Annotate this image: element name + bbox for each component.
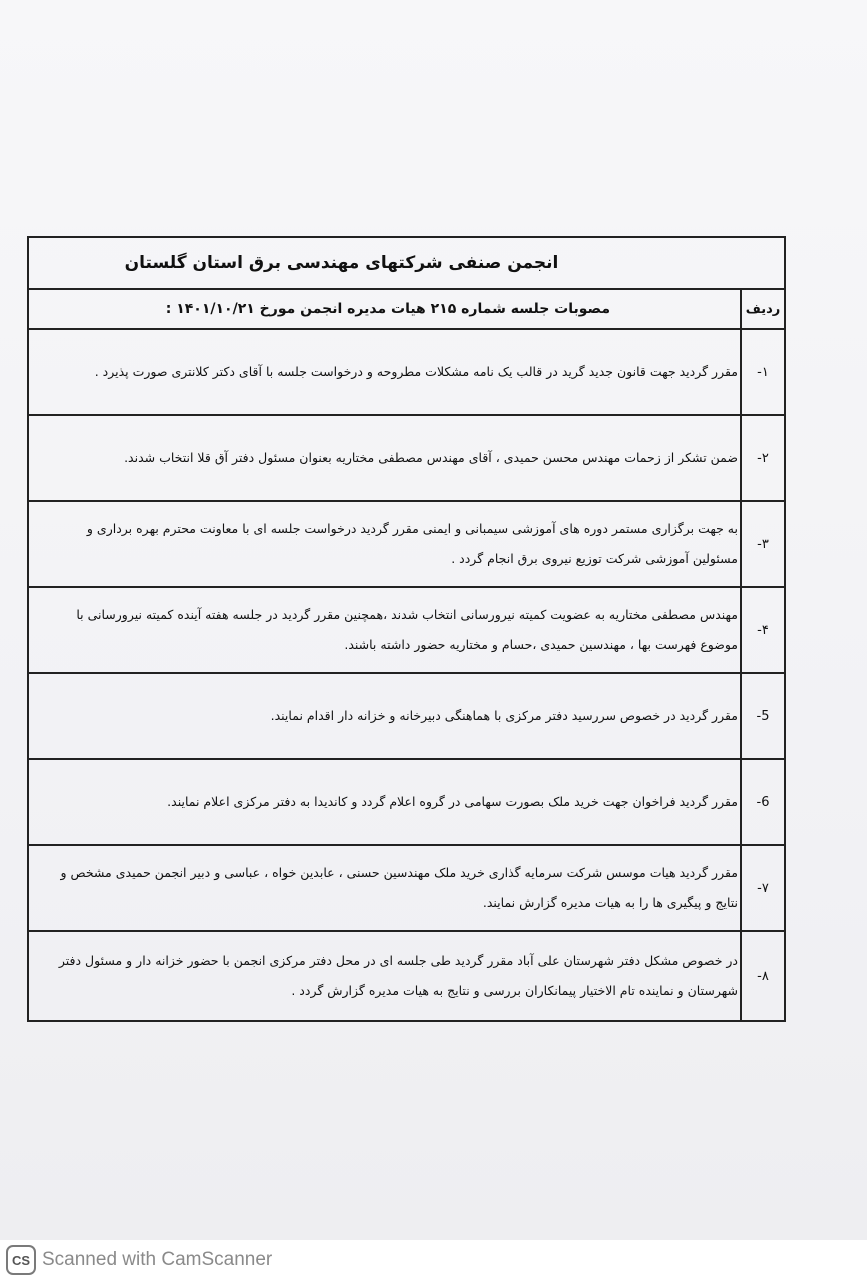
- resolutions-table: [27, 236, 786, 1022]
- row-text: در خصوص مشکل دفتر شهرستان علی آباد مقرر گردید طی جلسه ای در محل دفتر مرکزی انجمن با حضور خزانه دار و مسئول دفتر شهرستان و نماینده تام الاختیار پیمانکاران بررسی و نتایج به هیات مدیره گزارش گردد .: [58, 953, 738, 998]
- row-number: ۱-: [740, 330, 784, 414]
- row-number: ۲-: [740, 416, 784, 500]
- table-row: [29, 502, 784, 588]
- document-title: انجمن صنفی شرکتهای مهندسی برق استان گلستان: [29, 238, 784, 290]
- row-text: به جهت برگزاری مستمر دوره های آموزشی سیمبانی و ایمنی مقرر گردید درخواست جلسه ای با معاونت محترم بهره برداری و مسئولین آموزشی شرکت توزیع نیروی برق انجام گردد .: [86, 521, 738, 566]
- row-number: ۴-: [740, 588, 784, 672]
- table-row: [29, 932, 784, 1020]
- camscanner-watermark: [0, 1240, 867, 1280]
- row-number: ۷-: [740, 846, 784, 930]
- row-text: مقرر گردید جهت قانون جدید گرید در قالب یک نامه مشکلات مطروحه و درخواست جلسه با آقای دکتر کلانتری صورت پذیرد .: [94, 364, 738, 379]
- row-number: ۸-: [740, 932, 784, 1020]
- camscanner-logo-icon: CS: [6, 1245, 36, 1275]
- table-row: [29, 674, 784, 760]
- table-row: [29, 416, 784, 502]
- row-number: ۳-: [740, 502, 784, 586]
- table-row: [29, 330, 784, 416]
- row-text: مهندس مصطفی مختاریه به عضویت کمیته نیرورسانی انتخاب شدند ،همچنین مقرر گردید در جلسه هفته آینده کمیته نیرورسانی با موضوع فهرست بها ، مهندسین حمیدی ،حسام و مختاریه حضور داشته باشند.: [76, 607, 738, 652]
- table-row: [29, 846, 784, 932]
- scanned-with-text: Scanned with CamScanner: [42, 1249, 273, 1270]
- row-text: مقرر گردید فراخوان جهت خرید ملک بصورت سهامی در گروه اعلام گردد و کاندیدا به دفتر مرکزی اعلام نمایند.: [167, 794, 738, 809]
- header-row-number: ردیف: [740, 290, 784, 328]
- row-text: مقرر گردید در خصوص سررسید دفتر مرکزی با هماهنگی دبیرخانه و خزانه دار اقدام نمایند.: [270, 708, 738, 723]
- row-number: 6-: [740, 760, 784, 844]
- table-header: [29, 290, 784, 330]
- row-number: 5-: [740, 674, 784, 758]
- table-row: [29, 588, 784, 674]
- table-row: [29, 760, 784, 846]
- header-subject: مصوبات جلسه شماره ۲۱۵ هیات مدیره انجمن مورخ ۱۴۰۱/۱۰/۲۱ :: [165, 301, 610, 317]
- row-text: مقرر گردید هیات موسس شرکت سرمایه گذاری خرید ملک مهندسین حسنی ، عابدین خواه ، عباسی و دبیر انجمن حمیدی مشخص و نتایج و پیگیری ها را به هیات مدیره گزارش نمایند.: [60, 865, 738, 910]
- row-text: ضمن تشکر از زحمات مهندس محسن حمیدی ، آقای مهندس مصطفی مختاریه بعنوان مسئول دفتر آق قلا انتخاب شدند.: [124, 450, 738, 465]
